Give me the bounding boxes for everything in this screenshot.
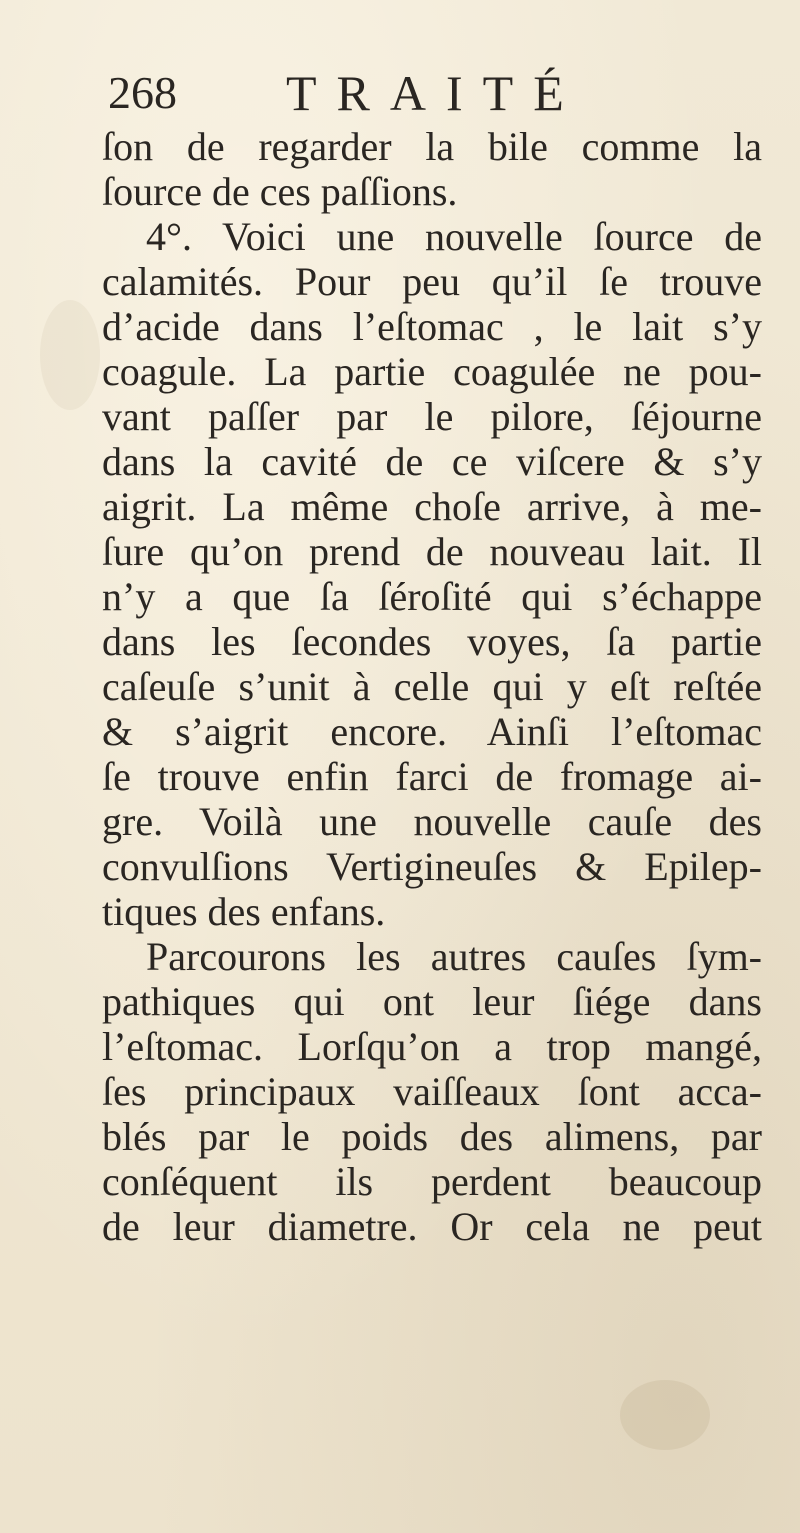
text-line: tiques des enfans. (102, 889, 386, 934)
text-line: n’y a que ſa ſéroſité qui s’échappe (102, 574, 762, 619)
text-line: ſon de regarder la bile comme la (102, 124, 762, 169)
text-line: caſeuſe s’unit à celle qui y eſt reſtée (102, 664, 762, 709)
text-line: dans les ſecondes voyes, ſa partie (102, 619, 762, 664)
text-line: calamités. Pour peu qu’il ſe trouve (102, 259, 762, 304)
text-line: blés par le poids des alimens, par (102, 1114, 762, 1159)
text-line: ſe trouve enfin farci de fromage ai- (102, 754, 762, 799)
paper-stain (40, 300, 100, 410)
text-line: ſes principaux vaiſſeaux ſont acca- (102, 1069, 762, 1114)
text-line: dans la cavité de ce viſcere & s’y (102, 439, 762, 484)
text-line: convulſions Vertigineuſes & Epilep- (102, 844, 762, 889)
text-line: Parcourons les autres cauſes ſym- (146, 934, 762, 979)
text-line: ſource de ces paſſions. (102, 169, 458, 214)
text-line: d’acide dans l’eſtomac , le lait s’y (102, 304, 762, 349)
page-number: 268 (108, 67, 177, 118)
text-line: de leur diametre. Or cela ne peut (102, 1204, 762, 1249)
text-line: ſure qu’on prend de nouveau lait. Il (102, 529, 762, 574)
running-title: TRAITÉ (286, 65, 584, 121)
text-line: pathiques qui ont leur ſiége dans (102, 979, 762, 1024)
body-text (102, 124, 762, 1249)
text-line: conſéquent ils perdent beaucoup (102, 1159, 762, 1204)
text-line: & s’aigrit encore. Ainſi l’eſtomac (102, 709, 762, 754)
text-line: l’eſtomac. Lorſqu’on a trop mangé, (102, 1024, 762, 1069)
text-line: coagule. La partie coagulée ne pou- (102, 349, 762, 394)
paper-stain (620, 1380, 710, 1450)
text-line: aigrit. La même choſe arrive, à me- (102, 484, 762, 529)
text-line: 4°. Voici une nouvelle ſource de (146, 214, 762, 259)
text-line: gre. Voilà une nouvelle cauſe des (102, 799, 762, 844)
running-header (108, 64, 748, 124)
text-line: vant paſſer par le pilore, ſéjourne (102, 394, 762, 439)
